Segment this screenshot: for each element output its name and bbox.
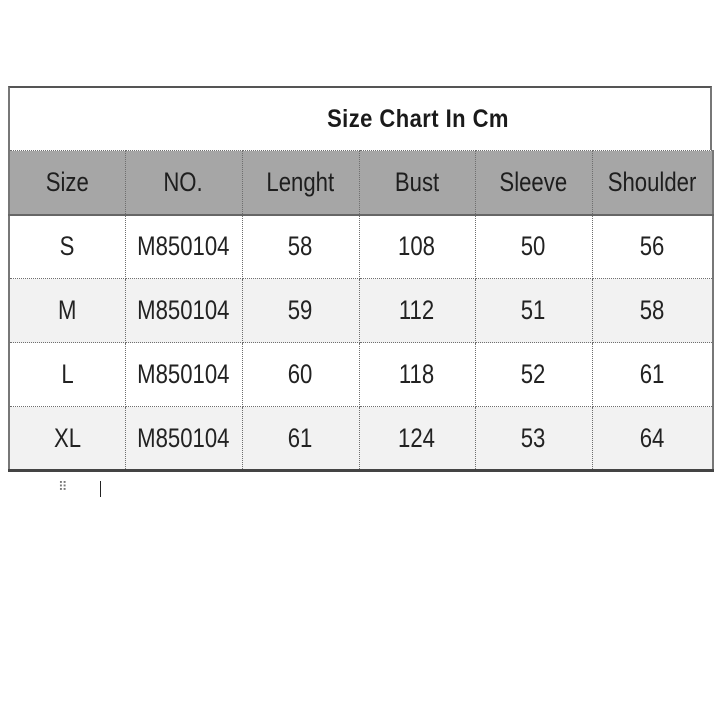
table-cell: [475, 343, 592, 407]
size-chart: [8, 86, 712, 472]
table-cell: [359, 279, 475, 343]
table-cell: [475, 407, 592, 471]
cell-value: 53: [521, 422, 546, 453]
cell-value: 56: [639, 231, 665, 262]
cell-value: M850104: [137, 231, 230, 262]
text-cursor: [100, 481, 101, 497]
table-cell: [9, 215, 125, 279]
cell-value: 58: [639, 295, 665, 325]
cell-value: S: [59, 231, 75, 262]
cell-value: 108: [398, 231, 436, 262]
table-cell: [125, 407, 242, 471]
cell-value: 64: [639, 422, 665, 453]
table-cell: [592, 407, 713, 471]
cell-value: 50: [521, 231, 546, 262]
cell-value: M850104: [137, 359, 230, 389]
cell-value: 51: [521, 295, 546, 325]
table-cell: [242, 407, 359, 471]
header-label: Shoulder: [607, 166, 697, 197]
table-cell: [242, 343, 359, 407]
table-cell: [125, 279, 242, 343]
table-cell: [359, 215, 475, 279]
cell-value: 124: [398, 422, 436, 453]
table-cell: [359, 407, 475, 471]
table-row: [9, 279, 713, 343]
size-table: [8, 150, 714, 472]
table-cell: [125, 343, 242, 407]
cell-value: 59: [288, 295, 313, 325]
cell-value: L: [61, 359, 74, 389]
title-row: [8, 86, 712, 150]
drag-handle-icon[interactable]: ⠿: [58, 479, 67, 494]
header-label: NO.: [163, 166, 204, 197]
header-row: [9, 151, 713, 215]
cell-value: 118: [399, 359, 435, 389]
table-cell: [592, 279, 713, 343]
cell-value: 112: [399, 295, 435, 325]
table-cell: [125, 215, 242, 279]
header-label: Lenght: [266, 166, 335, 197]
cell-value: M850104: [137, 295, 230, 325]
table-cell: [242, 279, 359, 343]
cell-value: 61: [288, 422, 313, 453]
table-row: [9, 343, 713, 407]
header-label: Sleeve: [499, 166, 568, 197]
header-label: Bust: [394, 166, 440, 197]
table-row: [9, 215, 713, 279]
table-cell: [592, 215, 713, 279]
table-cell: [242, 215, 359, 279]
cell-value: 52: [521, 359, 546, 389]
cell-value: 61: [639, 359, 665, 389]
table-cell: [9, 279, 125, 343]
table-title: Size Chart In Cm: [327, 104, 509, 133]
table-row: [9, 407, 713, 471]
table-cell: [359, 343, 475, 407]
cell-value: M850104: [137, 422, 230, 453]
header-cell-length: [242, 151, 359, 215]
table-cell: [475, 215, 592, 279]
table-cell: [9, 343, 125, 407]
header-cell-bust: [359, 151, 475, 215]
header-cell-sleeve: [475, 151, 592, 215]
header-label: Size: [45, 166, 89, 197]
cell-value: 58: [288, 231, 313, 262]
header-cell-no: [125, 151, 242, 215]
table-cell: [9, 407, 125, 471]
cell-value: XL: [53, 422, 81, 453]
header-cell-shoulder: [592, 151, 713, 215]
cell-value: 60: [288, 359, 313, 389]
table-cell: [475, 279, 592, 343]
header-cell-size: [9, 151, 125, 215]
cell-value: M: [58, 295, 77, 325]
table-cell: [592, 343, 713, 407]
